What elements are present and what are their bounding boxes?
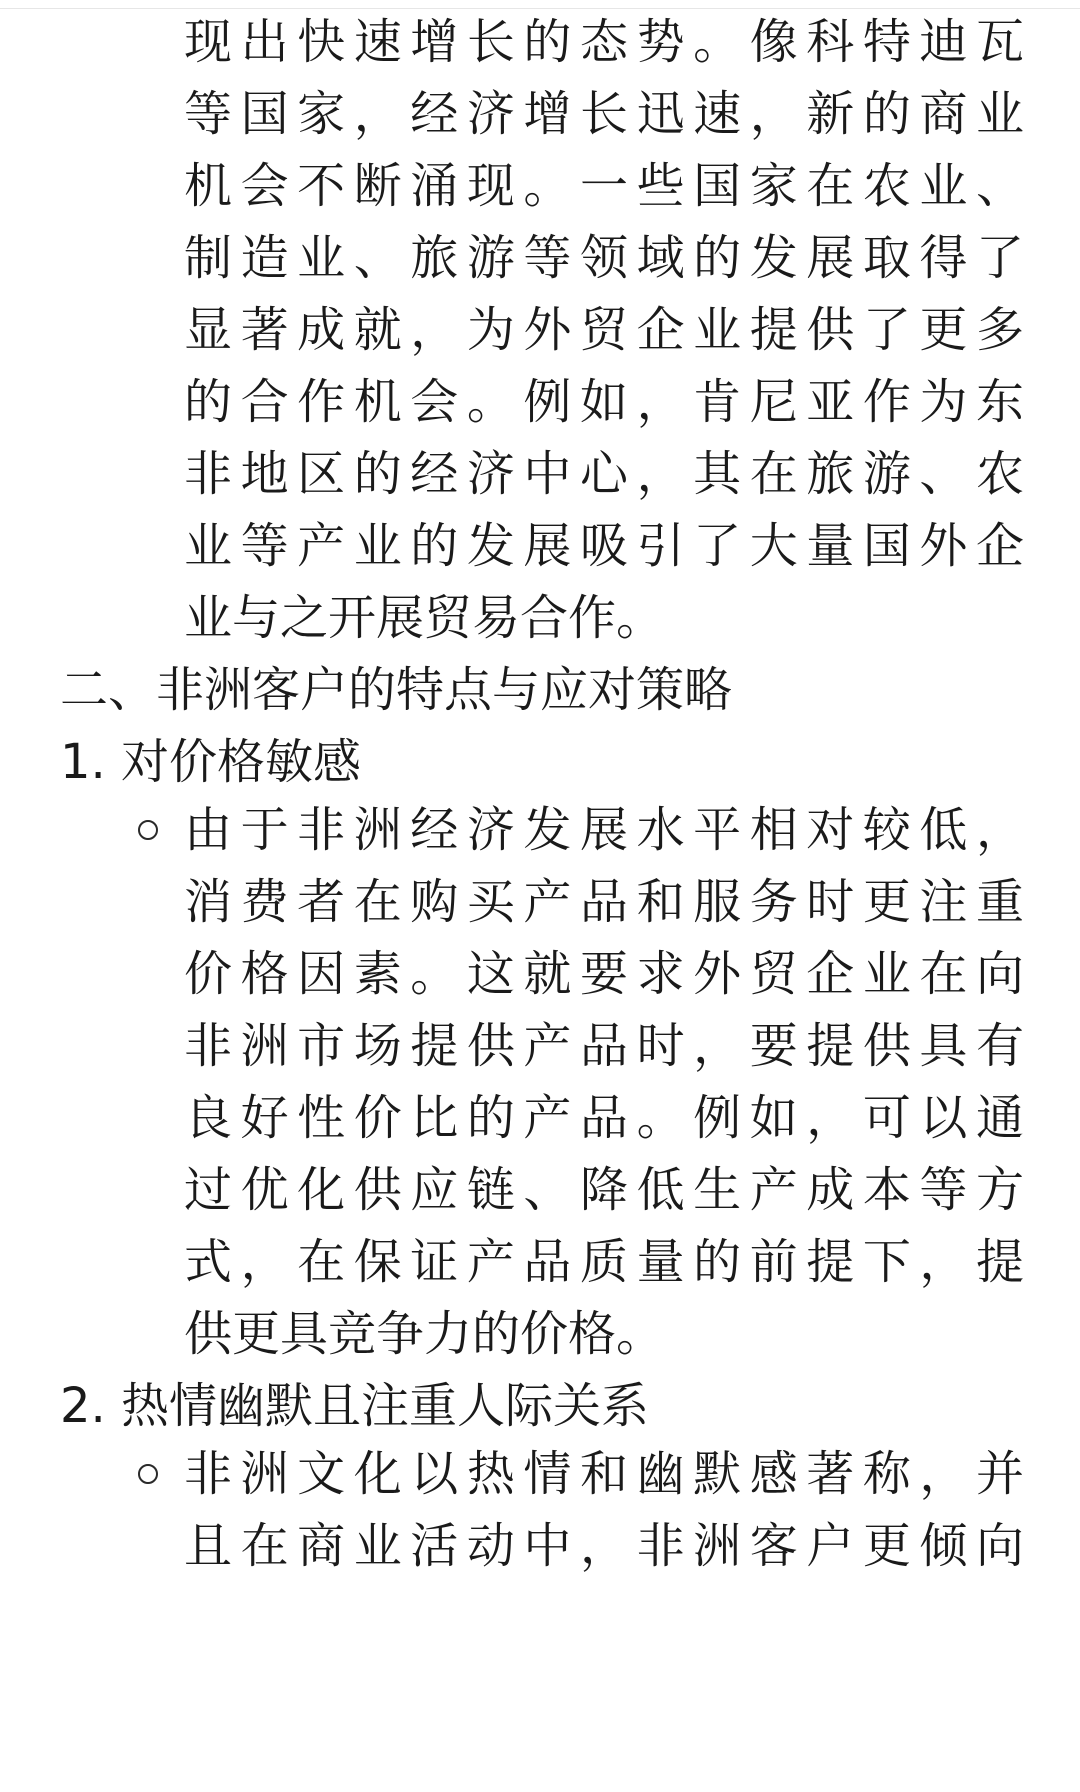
list-item-line: 式，在保证产品质量的前提下，提 (184, 1234, 1024, 1290)
list-item-line: 良好性价比的产品。例如，可以通 (184, 1090, 1024, 1146)
section-heading: 二、非洲客户的特点与应对策略 (60, 662, 733, 718)
paragraph-line: 业等产业的发展吸引了大量国外企 (184, 518, 1024, 574)
list-item-line: 由于非洲经济发展水平相对较低， (184, 802, 1024, 858)
list-item-line: 供更具竞争力的价格。 (184, 1306, 665, 1362)
paragraph-line: 业与之开展贸易合作。 (184, 590, 665, 646)
bullet-circle-icon (138, 1464, 158, 1484)
list-item-line: 价格因素。这就要求外贸企业在向 (184, 946, 1024, 1002)
list-item-line: 消费者在购买产品和服务时更注重 (184, 874, 1024, 930)
paragraph-line: 显著成就，为外贸企业提供了更多 (184, 302, 1024, 358)
paragraph-line: 的合作机会。例如，肯尼亚作为东 (184, 374, 1024, 430)
list-item-line: 非洲文化以热情和幽默感著称，并 (184, 1446, 1024, 1502)
bullet-circle-icon (138, 820, 158, 840)
list-item-line: 且在商业活动中，非洲客户更倾向 (184, 1518, 1024, 1574)
paragraph-line: 机会不断涌现。一些国家在农业、 (184, 158, 1024, 214)
list-item-title: 1. 对价格敏感 (60, 734, 362, 790)
paragraph-line: 制造业、旅游等领域的发展取得了 (184, 230, 1024, 286)
paragraph-line: 等国家，经济增长迅速，新的商业 (184, 86, 1024, 142)
paragraph-line: 现出快速增长的态势。像科特迪瓦 (184, 14, 1024, 70)
list-item-line: 过优化供应链、降低生产成本等方 (184, 1162, 1024, 1218)
list-item-title: 2. 热情幽默且注重人际关系 (60, 1378, 650, 1434)
paragraph-line: 非地区的经济中心，其在旅游、农 (184, 446, 1024, 502)
list-item-line: 非洲市场提供产品时，要提供具有 (184, 1018, 1024, 1074)
